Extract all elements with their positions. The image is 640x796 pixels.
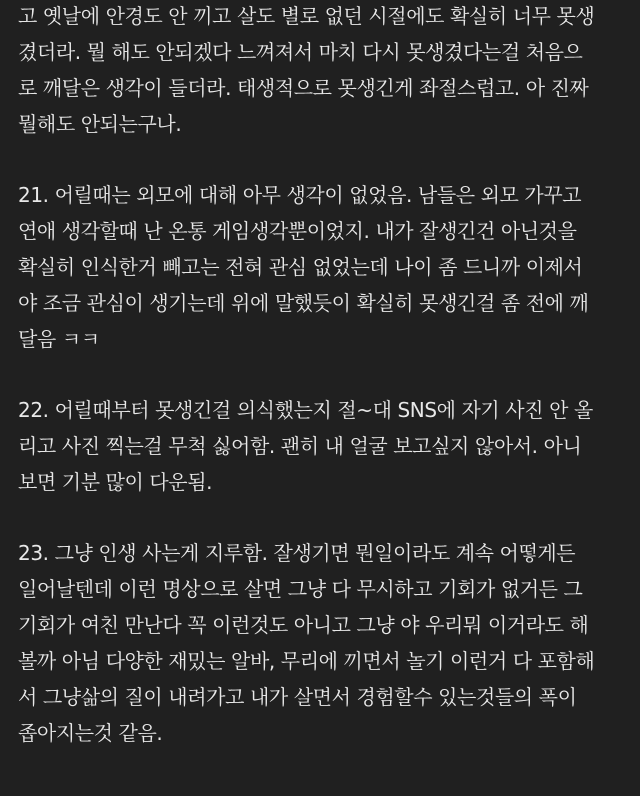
text-line: 22. 어릴때부터 못생긴걸 의식했는지 절~대 SNS에 자기 사진 안 올 <box>18 398 593 422</box>
text-line: 뭘해도 안되는구나. <box>18 112 182 136</box>
text-line: 좁아지는것 같음. <box>18 721 163 745</box>
text-line: 달음 ㅋㅋ <box>18 327 100 351</box>
text-line: 서 그냥삶의 질이 내려가고 내가 살면서 경험할수 있는것들의 폭이 <box>18 685 577 709</box>
text-line: 21. 어릴때는 외모에 대해 아무 생각이 없었음. 남들은 외모 가꾸고 <box>18 183 582 207</box>
text-line: 23. 그냥 인생 사는게 지루함. 잘생기면 뭔일이라도 계속 어떻게든 <box>18 541 576 565</box>
text-line: 보면 기분 많이 다운됨. <box>18 470 213 494</box>
text-line: 로 깨달은 생각이 들더라. 태생적으로 못생긴게 좌절스럽고. 아 진짜 <box>18 76 589 100</box>
text-line: 고 옛날에 안경도 안 끼고 살도 별로 없던 시절에도 확실히 너무 못생 <box>18 4 595 28</box>
text-line: 연애 생각할때 난 온통 게임생각뿐이었지. 내가 잘생긴건 아닌것을 <box>18 219 577 243</box>
text-line: 리고 사진 찍는걸 무척 싫어함. 괜히 내 얼굴 보고싶지 않아서. 아니 <box>18 434 582 458</box>
text-line: 야 조금 관심이 생기는데 위에 말했듯이 확실히 못생긴걸 좀 전에 깨 <box>18 291 589 315</box>
text-line: 기회가 여친 만난다 꼭 이런것도 아니고 그냥 야 우리뭐 이거라도 해 <box>18 613 589 637</box>
text-line: 볼까 아님 다양한 재밌는 알바, 무리에 끼면서 놀기 이런거 다 포함해 <box>18 649 595 673</box>
text-line: 확실히 인식한거 빼고는 전혀 관심 없었는데 나이 좀 드니까 이제서 <box>18 255 583 279</box>
text-line: 겼더라. 뭘 해도 안되겠다 느껴져서 마치 다시 못생겼다는걸 처음으 <box>18 40 583 64</box>
text-line: 일어날텐데 이런 명상으로 살면 그냥 다 무시하고 기회가 없거든 그 <box>18 577 583 601</box>
